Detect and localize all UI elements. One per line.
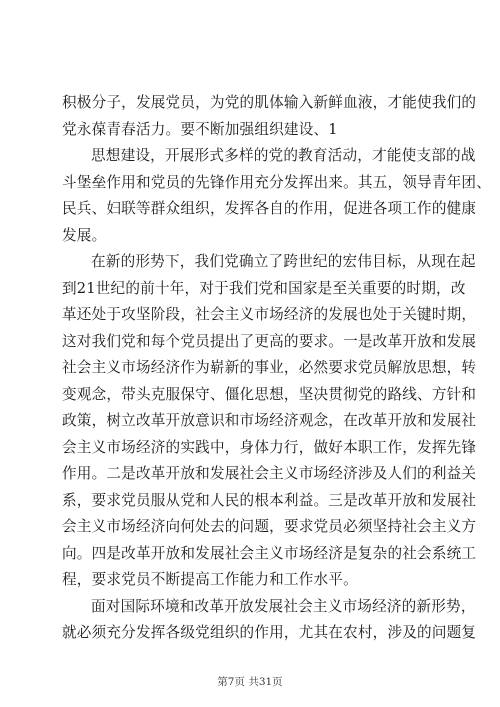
text-line: 这对我们党和每个党员提出了更高的要求。一是改革开放和发展: [62, 332, 477, 350]
text-line: 面对国际环境和改革开放发展社会主义市场经济的新形势，: [91, 597, 476, 615]
text-line: 会主义市场经济的实践中，身体力行，做好本职工作，发挥先锋: [62, 438, 477, 456]
text-line: 斗堡垒作用和党员的先锋作用充分发挥出来。其五，领导青年团、: [62, 173, 492, 191]
page-footer: 第7页 共31页: [217, 676, 283, 688]
text-line: 在新的形势下，我们党确立了跨世纪的宏伟目标，从现在起: [91, 253, 476, 270]
text-line: 到21世纪的前十年，对于我们党和国家是至关重要的时期，改: [62, 279, 466, 297]
text-line: 程，要求党员不断提高工作能力和工作水平。: [62, 571, 358, 588]
text-line: 思想建设，开展形式多样的党的教育活动，才能使支部的战: [91, 147, 476, 164]
text-line: 民兵、妇联等群众组织，发挥各自的作用，促进各项工作的健康: [62, 200, 477, 217]
text-line: 作用。二是改革开放和发展社会主义市场经济涉及人们的利益关: [62, 465, 477, 482]
text-line: 就必须充分发挥各级党组织的作用，尤其在农村，涉及的问题复: [62, 624, 477, 641]
text-line: 发展。: [62, 226, 107, 244]
text-line: 革还处于攻坚阶段，社会主义市场经济的发展也处于关键时期，: [62, 306, 477, 323]
text-line: 社会主义市场经济作为崭新的事业，必然要求党员解放思想，转: [62, 359, 477, 376]
text-line: 积极分子，发展党员，为党的肌体输入新鲜血液，才能使我们的: [62, 94, 477, 111]
text-line: 系，要求党员服从党和人民的根本利益。三是改革开放和发展社: [62, 491, 477, 509]
text-line: 党永葆青春活力。要不断加强组织建设、1: [62, 120, 338, 138]
text-line: 会主义市场经济向何处去的问题，要求党员必须坚持社会主义方: [62, 518, 477, 535]
text-line: 政策，树立改革开放意识和市场经济观念，在改革开放和发展社: [62, 412, 477, 429]
text-line: 向。四是改革开放和发展社会主义市场经济是复杂的社会系统工: [62, 544, 477, 562]
text-line: 变观念，带头克服保守、僵化思想，坚决贯彻党的路线、方针和: [62, 385, 477, 403]
body-text: [62, 90, 492, 647]
